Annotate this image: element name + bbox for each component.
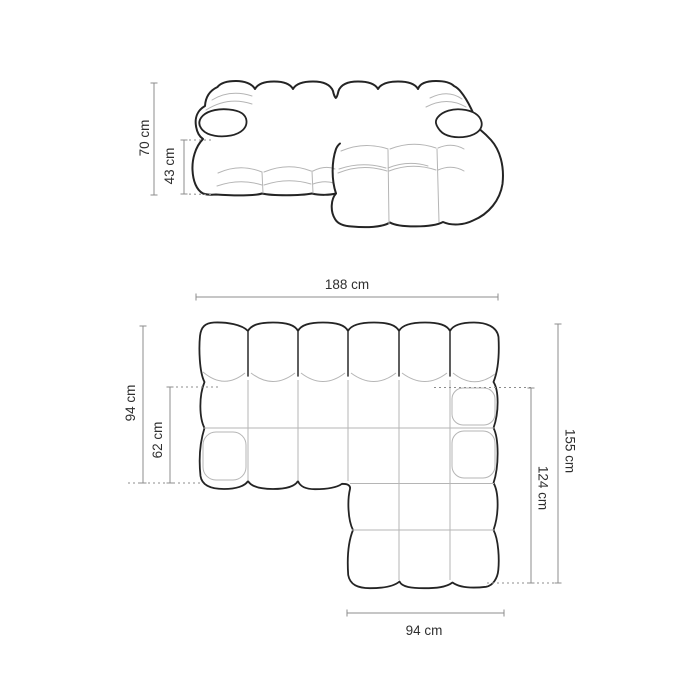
dimension-chaise-width <box>347 610 504 617</box>
front-view <box>137 81 503 227</box>
right-depth-label: 155 cm <box>562 428 578 474</box>
dimension-left-depth <box>140 326 147 483</box>
chaise-width-label: 94 cm <box>405 623 443 638</box>
left-depth-label: 94 cm <box>123 384 138 422</box>
left-armrest <box>199 109 246 136</box>
total-height-label: 70 cm <box>137 119 152 157</box>
plan-sofa-outline <box>199 322 498 588</box>
seat-height-label: 43 cm <box>162 147 177 185</box>
seat-depth-label: 62 cm <box>150 421 165 459</box>
chaise-depth-label: 124 cm <box>535 465 551 511</box>
top-view <box>123 277 578 638</box>
total-width-label: 188 cm <box>324 277 370 292</box>
right-armrest <box>436 109 482 137</box>
dimension-total-width <box>196 294 498 301</box>
dimension-right-depth <box>555 324 562 583</box>
